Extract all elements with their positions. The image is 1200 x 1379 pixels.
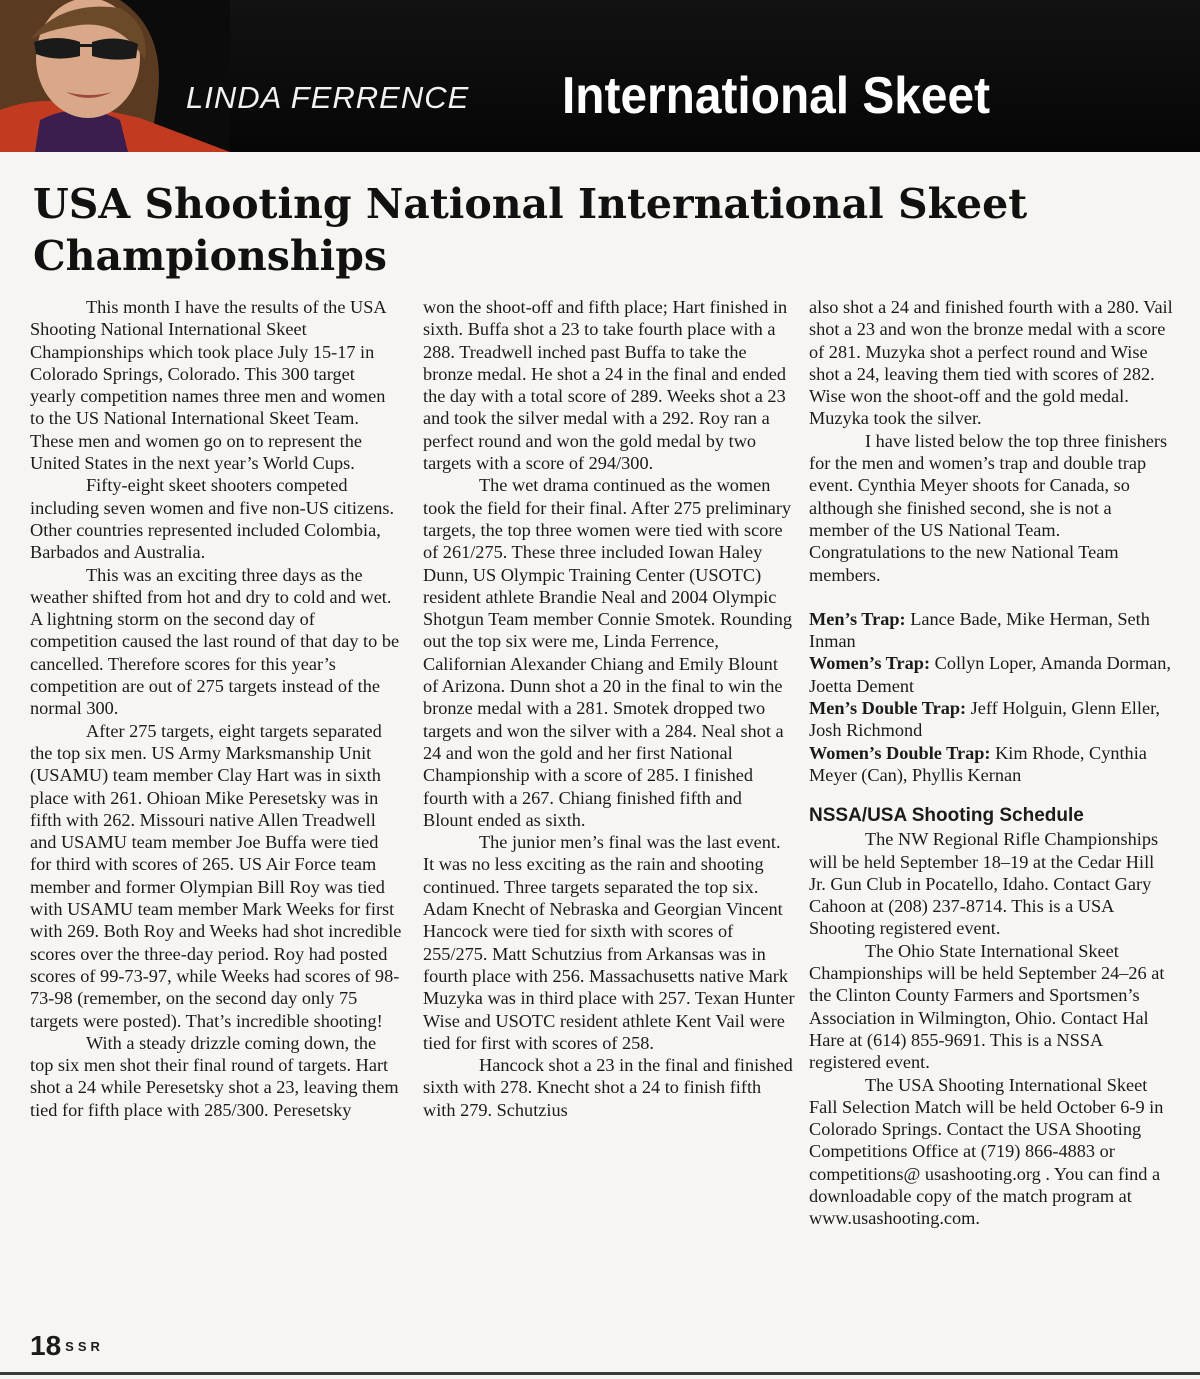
paragraph: I have listed below the top three finishers for the men and women’s trap and double trap event. Cynthia Meyer shoots for Canada, so although she finished second, she is not a member of the US National Team. Congratulations to the new National Team members. [809, 430, 1168, 585]
article-column-2 [423, 296, 795, 1121]
result-names: Lance Bade, Mike Herman, Seth Inman [809, 608, 1150, 652]
result-names: Collyn Loper, Amanda Dorman, Joetta Dement [809, 653, 1171, 696]
article-column-3 [809, 296, 1174, 1230]
result-label: Women’s Double Trap: [809, 742, 991, 763]
paragraph: After 275 targets, eight targets separated the top six men. US Army Marksmanship Unit (USAMU) team member Clay Hart was in sixth place with 261. Ohioan Mike Peresetsky was in fifth with 262. Missouri native Allen Treadwell and USAMU team member Joe Buffa were tied for third with scores of 265. US Air Force team member and former Olympian Bill Roy was tied with USAMU team member Mark Weeks for first with 269. Both Roy and Weeks had shot incredible scores over the three-day period. Roy had posted scores of 99-73-97, while Weeks had scores of 98-73-98 (remember, on the second day only 75 targets were posted). That’s incredible shooting! [30, 720, 402, 1031]
author-photo [0, 0, 230, 152]
paragraph: The junior men’s final was the last event. It was no less exciting as the rain and shooting continued. Three targets separated the top six. Adam Knecht of Nebraska and Georgian Vincent Hancock were tied for sixth with scores of 255/275. Matt Schutzius from Arkansas was in fourth place with 256. Massachusetts native Mark Muzyka was in third place with 257. Texan Hunter Wise and USOTC resident athlete Kent Vail were tied for first with scores of 258. [423, 832, 795, 1053]
article-column-1 [30, 296, 402, 1121]
paragraph: Hancock shot a 23 in the final and finished sixth with 278. Knecht shot a 24 to finish fifth with 279. Schutzius [423, 1055, 793, 1120]
result-label: Men’s Double Trap: [809, 698, 967, 719]
paragraph: The Ohio State International Skeet Championships will be held September 24–26 at the Clinton County Farmers and Sportsmen’s Association in Wilmington, Ohio. Contact Hal Hare at (614) 855-9691. This is a NSSA registered event. [809, 940, 1165, 1073]
publication-name: SSR [65, 1339, 104, 1354]
paragraph: Fifty-eight skeet shooters competed including seven women and five non-US citizens. Other countries represented included Colombia, Barbados and Australia. [30, 475, 395, 563]
paragraph: This month I have the results of the USA Shooting National International Skeet Championships which took place July 15-17 in Colorado Springs, Colorado. This 300 target yearly competition names three men and women to the US National International Skeet Team. These men and women go on to represent the United States in the next year’s World Cups. [30, 297, 386, 474]
result-item [809, 743, 1147, 785]
paragraph: With a steady drizzle coming down, the top six men shot their final round of targets. Hart shot a 24 while Peresetsky shot a 23, leaving them tied for fifth place with 285/300. Peresetsky [30, 1032, 399, 1120]
page-number: 18 [30, 1330, 62, 1361]
page-header [0, 0, 1200, 152]
article-headline: USA Shooting National International Skeet Championships [33, 180, 1028, 280]
section-title: International Skeet [562, 67, 991, 125]
page-folio [30, 1330, 104, 1362]
footer-rule [0, 1372, 1200, 1375]
result-names: Kim Rhode, Cynthia Meyer (Can), Phyllis Kernan [809, 742, 1147, 785]
result-names: Jeff Holguin, Glenn Eller, Josh Richmond [809, 698, 1160, 741]
result-item [809, 609, 1150, 651]
result-label: Women’s Trap: [809, 653, 931, 674]
result-item [809, 653, 1171, 695]
result-label: Men’s Trap: [809, 608, 906, 629]
paragraph: The NW Regional Rifle Championships will be held September 18–19 at the Cedar Hill Jr. Gun Club in Pocatello, Idaho. Contact Gary Cahoon at (208) 237-8714. This is a USA Shooting registered event. [809, 829, 1159, 939]
result-item [809, 698, 1160, 740]
paragraph: also shot a 24 and finished fourth with a 280. Vail shot a 23 and won the bronze medal with a score of 281. Muzyka shot a perfect round and Wise shot a 24, leaving them tied with scores of 282. Wise won the shoot-off and the gold medal. Muzyka took the silver. [809, 297, 1173, 429]
paragraph: The wet drama continued as the women took the field for their final. After 275 preliminary targets, the top three women were tied with score of 261/275. These three included Iowan Haley Dunn, US Olympic Training Center (USOTC) resident athlete Brandie Neal and 2004 Olympic Shotgun Team member Connie Smotek. Rounding out the top six were me, Linda Ferrence, Californian Alexander Chiang and Emily Blount of Arizona. Dunn shot a 20 in the final to win the bronze medal with a 281. Smotek dropped two targets and won the silver with a 284. Neal shot a 24 and won the gold and her first National Championship with a score of 285. I finished fourth with a 267. Chiang finished fifth and Blount ended as sixth. [423, 475, 793, 830]
paragraph: The USA Shooting International Skeet Fall Selection Match will be held October 6-9 in Colorado Springs. Contact the USA Shooting Competitions Office at (719) 866-4883 or competitions@ usashooting.org . You can find a downloadable copy of the match program at www.usashooting.com. [809, 1074, 1164, 1229]
paragraph: This was an exciting three days as the weather shifted from hot and dry to cold and wet. A lightning storm on the second day of competition caused the last round of that day to be cancelled. Therefore scores for this year’s competition are out of 275 targets instead of the normal 300. [30, 564, 400, 719]
paragraph: won the shoot-off and fifth place; Hart finished in sixth. Buffa shot a 23 to take fourth place with a 288. Treadwell inched past Buffa to take the bronze medal. He shot a 24 in the final and ended the day with a total score of 289. Weeks shot a 23 and took the silver medal with a 292. Roy ran a perfect round and won the gold medal by two targets with a score of 294/300. [423, 297, 788, 474]
schedule-heading: NSSA/USA Shooting Schedule [809, 805, 1084, 827]
results-list [809, 608, 1174, 786]
author-name: LINDA FERRENCE [186, 80, 470, 115]
